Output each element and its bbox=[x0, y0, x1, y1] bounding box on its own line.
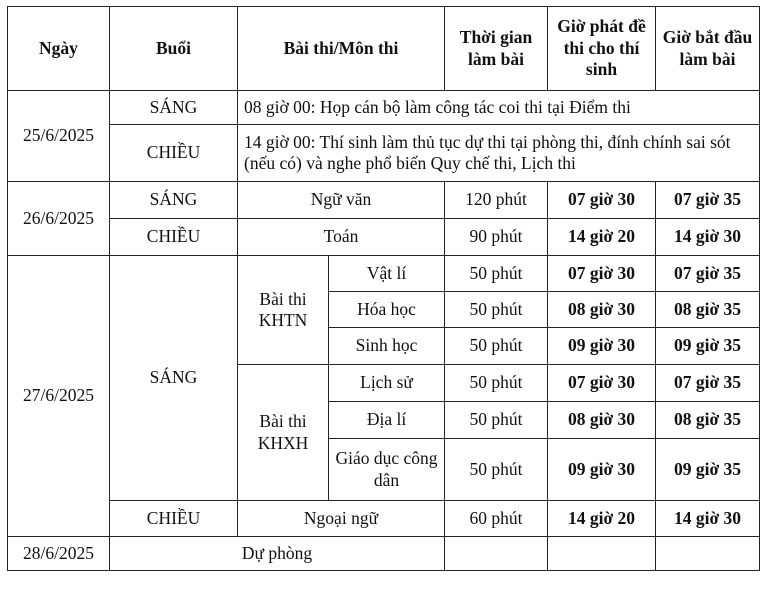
subject-cell: Sinh học bbox=[329, 328, 445, 365]
table-row bbox=[8, 219, 760, 256]
distribute-time-cell: 07 giờ 30 bbox=[548, 256, 656, 292]
start-time-cell: 07 giờ 35 bbox=[656, 182, 760, 219]
start-time-cell: 14 giờ 30 bbox=[656, 501, 760, 537]
start-time-cell: 07 giờ 35 bbox=[656, 256, 760, 292]
session-cell: CHIỀU bbox=[110, 125, 238, 182]
session-cell: SÁNG bbox=[110, 182, 238, 219]
session-cell: CHIỀU bbox=[110, 501, 238, 537]
date-cell: 26/6/2025 bbox=[8, 182, 110, 256]
table-row bbox=[8, 182, 760, 219]
duration-cell: 50 phút bbox=[445, 365, 548, 402]
table-row bbox=[8, 537, 760, 571]
date-cell: 25/6/2025 bbox=[8, 91, 110, 182]
subject-cell: Giáo dục công dân bbox=[329, 439, 445, 501]
duration-cell: 50 phút bbox=[445, 402, 548, 439]
duration-cell: 50 phút bbox=[445, 256, 548, 292]
subject-cell: Ngoại ngữ bbox=[238, 501, 445, 537]
subject-cell: Dự phòng bbox=[110, 537, 445, 571]
header-distribute-time: Giờ phát đề thi cho thí sinh bbox=[548, 7, 656, 91]
distribute-time-cell: 08 giờ 30 bbox=[548, 292, 656, 328]
subject-cell: Vật lí bbox=[329, 256, 445, 292]
table-row bbox=[8, 501, 760, 537]
note-cell: 08 giờ 00: Họp cán bộ làm công tác coi thi tại Điểm thi bbox=[238, 91, 760, 125]
start-time-cell: 08 giờ 35 bbox=[656, 402, 760, 439]
start-time-cell: 14 giờ 30 bbox=[656, 219, 760, 256]
exam-schedule bbox=[7, 6, 760, 571]
distribute-time-cell: 09 giờ 30 bbox=[548, 328, 656, 365]
table-row bbox=[8, 91, 760, 125]
session-cell: SÁNG bbox=[110, 91, 238, 125]
distribute-time-cell: 07 giờ 30 bbox=[548, 365, 656, 402]
subject-cell: Ngữ văn bbox=[238, 182, 445, 219]
duration-cell: 50 phút bbox=[445, 439, 548, 501]
start-time-cell: 09 giờ 35 bbox=[656, 328, 760, 365]
date-cell: 27/6/2025 bbox=[8, 256, 110, 537]
duration-cell: 50 phút bbox=[445, 292, 548, 328]
header-date: Ngày bbox=[8, 7, 110, 91]
distribute-time-cell: 09 giờ 30 bbox=[548, 439, 656, 501]
duration-cell: 120 phút bbox=[445, 182, 548, 219]
distribute-time-cell: 14 giờ 20 bbox=[548, 219, 656, 256]
subject-cell: Toán bbox=[238, 219, 445, 256]
duration-cell: 50 phút bbox=[445, 328, 548, 365]
distribute-time-cell: 07 giờ 30 bbox=[548, 182, 656, 219]
distribute-time-cell: 08 giờ 30 bbox=[548, 402, 656, 439]
subject-cell: Địa lí bbox=[329, 402, 445, 439]
session-cell: SÁNG bbox=[110, 256, 238, 501]
table-row bbox=[8, 256, 760, 292]
header-session: Buổi bbox=[110, 7, 238, 91]
subject-cell: Lịch sử bbox=[329, 365, 445, 402]
duration-cell: 90 phút bbox=[445, 219, 548, 256]
exam-group-khxh: Bài thi KHXH bbox=[238, 365, 329, 501]
start-time-cell: 09 giờ 35 bbox=[656, 439, 760, 501]
note-cell: 14 giờ 00: Thí sinh làm thủ tục dự thi tại phòng thi, đính chính sai sót (nếu có) và nghe phổ biến Quy chế thi, Lịch thi bbox=[238, 125, 760, 182]
header-start-time: Giờ bắt đầu làm bài bbox=[656, 7, 760, 91]
header-duration: Thời gian làm bài bbox=[445, 7, 548, 91]
exam-group-khtn: Bài thi KHTN bbox=[238, 256, 329, 365]
start-time-cell: 08 giờ 35 bbox=[656, 292, 760, 328]
start-time-cell bbox=[656, 537, 760, 571]
duration-cell bbox=[445, 537, 548, 571]
duration-cell: 60 phút bbox=[445, 501, 548, 537]
start-time-cell: 07 giờ 35 bbox=[656, 365, 760, 402]
distribute-time-cell bbox=[548, 537, 656, 571]
subject-cell: Hóa học bbox=[329, 292, 445, 328]
exam-schedule-table bbox=[7, 6, 760, 571]
header-row bbox=[8, 7, 760, 91]
table-row bbox=[8, 125, 760, 182]
header-subject: Bài thi/Môn thi bbox=[238, 7, 445, 91]
distribute-time-cell: 14 giờ 20 bbox=[548, 501, 656, 537]
date-cell: 28/6/2025 bbox=[8, 537, 110, 571]
session-cell: CHIỀU bbox=[110, 219, 238, 256]
